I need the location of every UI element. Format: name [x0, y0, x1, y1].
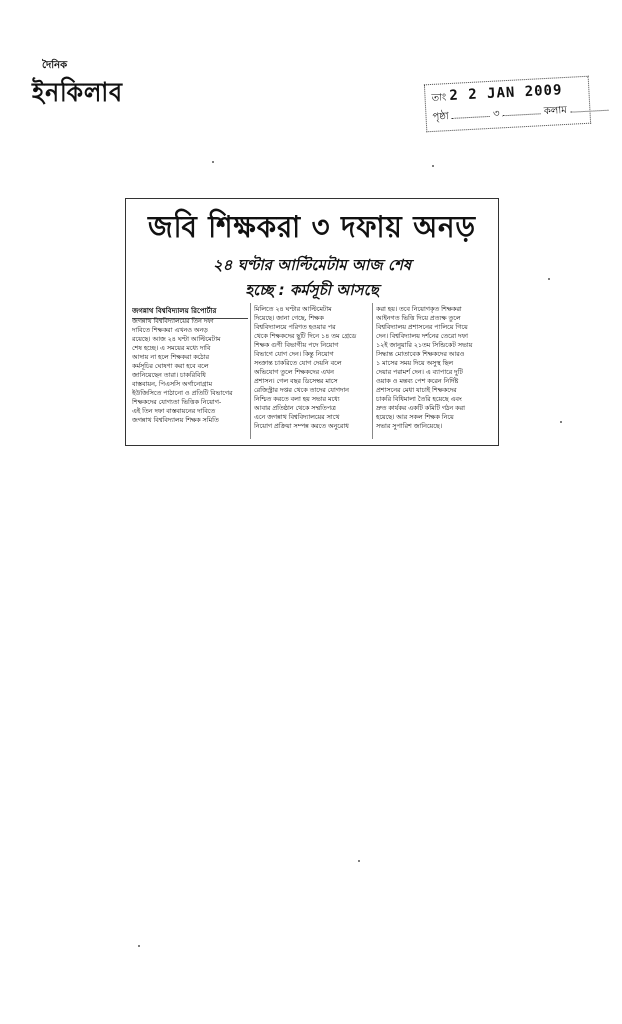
article-text-line: নিশ্চিত করতে বলা হয় সভার মধ্যে	[254, 395, 340, 403]
article-text-line: সভার সুপারিশ জানিয়েছে।	[376, 422, 442, 430]
article-text-line: দ্রুত কার্যকর একটি কমিটি গঠন করা	[376, 404, 465, 412]
article-text-line: রয়েছে। আজ ২৪ ঘণ্টা আল্টিমেটাম	[132, 335, 221, 343]
article-subheadline-1: ২৪ ঘণ্টার আল্টিমেটাম আজ শেষ	[212, 256, 412, 274]
article-byline: জগন্নাথ বিশ্ববিদ্যালয় রিপোর্টার	[132, 305, 248, 319]
article-text-line: জানিয়েছেন তারা। চাকরিবিধি	[132, 371, 206, 379]
article-text-line: থেকে শিক্ষকদের ছুটি দিনে ১৪ তম গ্রেডে	[254, 332, 357, 340]
stamp-page-label: পৃষ্ঠা	[432, 111, 450, 123]
article-text-line: আদায় না হলে শিক্ষকরা কঠোর	[132, 353, 209, 361]
article-text-line: সিদ্ধান্ত মোতাবেক শিক্ষকদের আরও	[376, 350, 465, 358]
article-text-line: ইউজিসিতে পাঠানো ও প্রতিটি বিভাগের	[132, 389, 233, 397]
article-text-line: দিয়েছে। জানা গেছে, শিক্ষক	[254, 314, 324, 322]
article-text-line: ১ মাসের সময় দিয়ে অসুস্থ ছিল	[376, 359, 453, 367]
article-column-1	[132, 317, 248, 439]
article-text-line: আইনগত ভিত্তি দিয়ে প্রত্যক্ষ তুলে	[376, 314, 461, 322]
article-text-line: দেন। বিশ্ববিদ্যালয় দর্শনের তেরো দফা	[376, 332, 468, 340]
article-text-line: শেষ হচ্ছে। এ সময়ের মধ্যে দাবি	[132, 344, 211, 352]
news-clipping	[125, 198, 499, 446]
stamp-date-label: তাং	[431, 92, 447, 104]
article-text-line: এই তিন দফা বাস্তবায়নের দাবিতে	[132, 407, 216, 415]
article-text-line: বাস্তবায়ন, পিএসসি অর্গানোগ্রাম	[132, 380, 213, 388]
article-text-line: বিভাগে যোগ দেন। কিন্তু নিয়োগ	[254, 350, 334, 358]
article-text-line: শিক্ষক গুণী বিভাগীয় পদে নিয়োগ	[254, 341, 339, 349]
article-headline: জবি শিক্ষকরা ৩ দফায় অনড়	[147, 210, 477, 245]
article-text-line: হয়েছে। আর সকল শিক্ষক নিয়ে	[376, 413, 454, 421]
article-text-line: আবার প্রতিষ্ঠান থেকে সম্মতিপত্র	[254, 404, 336, 412]
article-text-line: প্রশাসন। গেল বছর ডিসেম্বর মাসে	[254, 377, 338, 385]
stamp-page-number: ৩	[492, 108, 500, 120]
masthead-small-label: দৈনিক	[42, 60, 68, 71]
article-text-line: সংক্রান্ত চাকরিতে যোগ দেয়নি বলে	[254, 359, 342, 367]
article-text-line: চাকরি বিধিমালা তৈরি হয়েছে এবং	[376, 395, 462, 403]
article-text-line: রেজিস্ট্রার দপ্তর থেকে তাদের যোগদান	[254, 386, 349, 394]
article-column-2	[254, 305, 370, 439]
article-text-line: করা হয়। তবে নিয়োগকৃত শিক্ষকরা	[376, 305, 462, 313]
stamp-column-label: কলাম	[543, 104, 568, 118]
article-text-line: প্রশাসনের মেধা যাচাই শিক্ষকদের	[376, 386, 457, 394]
article-text-line: জগন্নাথ বিশ্ববিদ্যালয়ের তিন দফা	[132, 317, 214, 325]
article-text-line: দেয়ার পরামর্শ দেন। এ ব্যাপারে দুটি	[376, 368, 463, 376]
article-text-line: দাবিতে শিক্ষকরা এখনও অনড়	[132, 326, 208, 334]
masthead-newspaper-name: ইনকিলাব	[32, 78, 123, 108]
newspaper-masthead	[30, 52, 170, 122]
article-text-line: জগন্নাথ বিশ্ববিদ্যালয় শিক্ষক সমিতি	[132, 416, 219, 424]
article-text-line: কর্মসূচির ঘোষণা করা হবে বলে	[132, 362, 209, 370]
article-text-line: অভিযোগ তুলে শিক্ষকদের এখন	[254, 368, 334, 376]
article-text-line: ১২ই জানুয়ারি ২১তম সিন্ডিকেট সভায়	[376, 341, 473, 349]
article-column-3	[376, 305, 492, 439]
article-text-line: শিক্ষকদের যোগ্যতা ভিত্তিক নিয়োগ-	[132, 398, 222, 406]
stamp-date: 2 2 JAN 2009	[448, 82, 563, 105]
article-text-line: বিশ্ববিদ্যালয়ে পরিণত হওয়ার পর	[254, 323, 336, 331]
article-text-line: বিশ্ববিদ্যালয় প্রশাসনের পালিয়ে গিয়ে	[376, 323, 468, 331]
article-text-line: এনে জগন্নাথ বিশ্ববিদ্যালয়ের সাথে	[254, 413, 340, 421]
date-stamp	[424, 76, 591, 133]
article-subheadline-2: হচ্ছে : কর্মসূচী আসছে	[245, 281, 379, 299]
article-text-line: মিলিতে ২৪ ঘণ্টার আল্টিমেটাম	[254, 305, 332, 313]
article-text-line: ওয়াক ও মন্তব্য পেশ করেন নির্দিষ্ট	[376, 377, 459, 385]
article-text-line: নিয়োগ প্রক্রিয়া সম্পন্ন করতে অনুরোধ	[254, 422, 349, 430]
